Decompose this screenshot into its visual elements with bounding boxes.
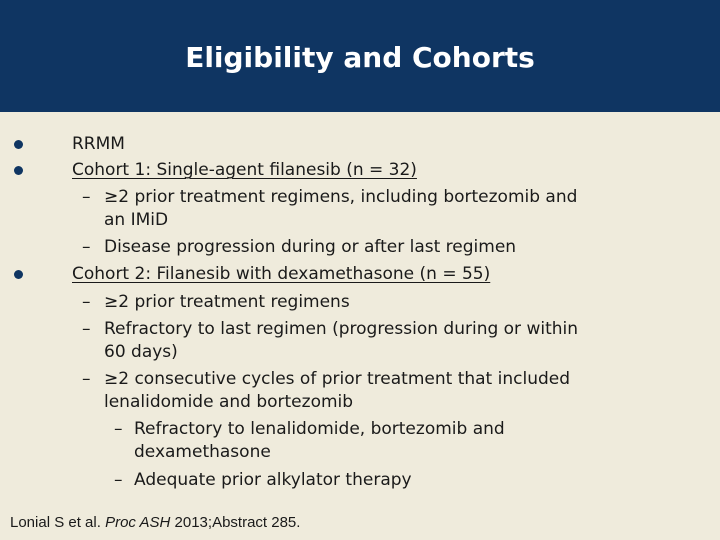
cohort-2-subcriterion-2: Adequate prior alkylator therapy (134, 470, 412, 490)
cohort-2-criterion-3: ≥2 consecutive cycles of prior treatment that included (104, 369, 571, 389)
bullet-dot (14, 166, 23, 175)
sub-sub-bullet-dash: – (114, 470, 123, 490)
bullet-rrmm: RRMM (72, 134, 125, 154)
cohort-2-subcriterion-1-cont: dexamethasone (134, 442, 271, 462)
cohort-2-criterion-3-cont: lenalidomide and bortezomib (104, 392, 354, 412)
sub-bullet-dash: – (82, 292, 91, 312)
bullet-cohort-2: Cohort 2: Filanesib with dexamethasone (n = 55) (72, 264, 491, 284)
sub-bullet-dash: – (82, 319, 91, 339)
cohort-2-criterion-2-cont: 60 days) (104, 342, 178, 362)
title-bar (0, 0, 720, 112)
citation-journal: Proc ASH (105, 514, 171, 531)
bullet-cohort-1: Cohort 1: Single-agent filanesib (n = 32) (72, 160, 417, 180)
bullet-dot (14, 140, 23, 149)
citation-reference: 2013;Abstract 285. (170, 514, 301, 531)
citation (10, 514, 300, 532)
cohort-1-criterion-2: Disease progression during or after last regimen (104, 237, 517, 257)
cohort-1-criterion-1: ≥2 prior treatment regimens, including bortezomib and (104, 187, 578, 207)
cohort-2-criterion-1: ≥2 prior treatment regimens (104, 292, 350, 312)
citation-authors: Lonial S et al. (10, 514, 106, 531)
cohort-2-subcriterion-1: Refractory to lenalidomide, bortezomib and (134, 419, 505, 439)
bullet-dot (14, 270, 23, 279)
cohort-2-criterion-2: Refractory to last regimen (progression during or within (104, 319, 579, 339)
slide-title: Eligibility and Cohorts (185, 41, 535, 74)
cohort-1-criterion-1-cont: an IMiD (104, 210, 169, 230)
sub-bullet-dash: – (82, 369, 91, 389)
sub-bullet-dash: – (82, 237, 91, 257)
sub-bullet-dash: – (82, 187, 91, 207)
sub-sub-bullet-dash: – (114, 419, 123, 439)
